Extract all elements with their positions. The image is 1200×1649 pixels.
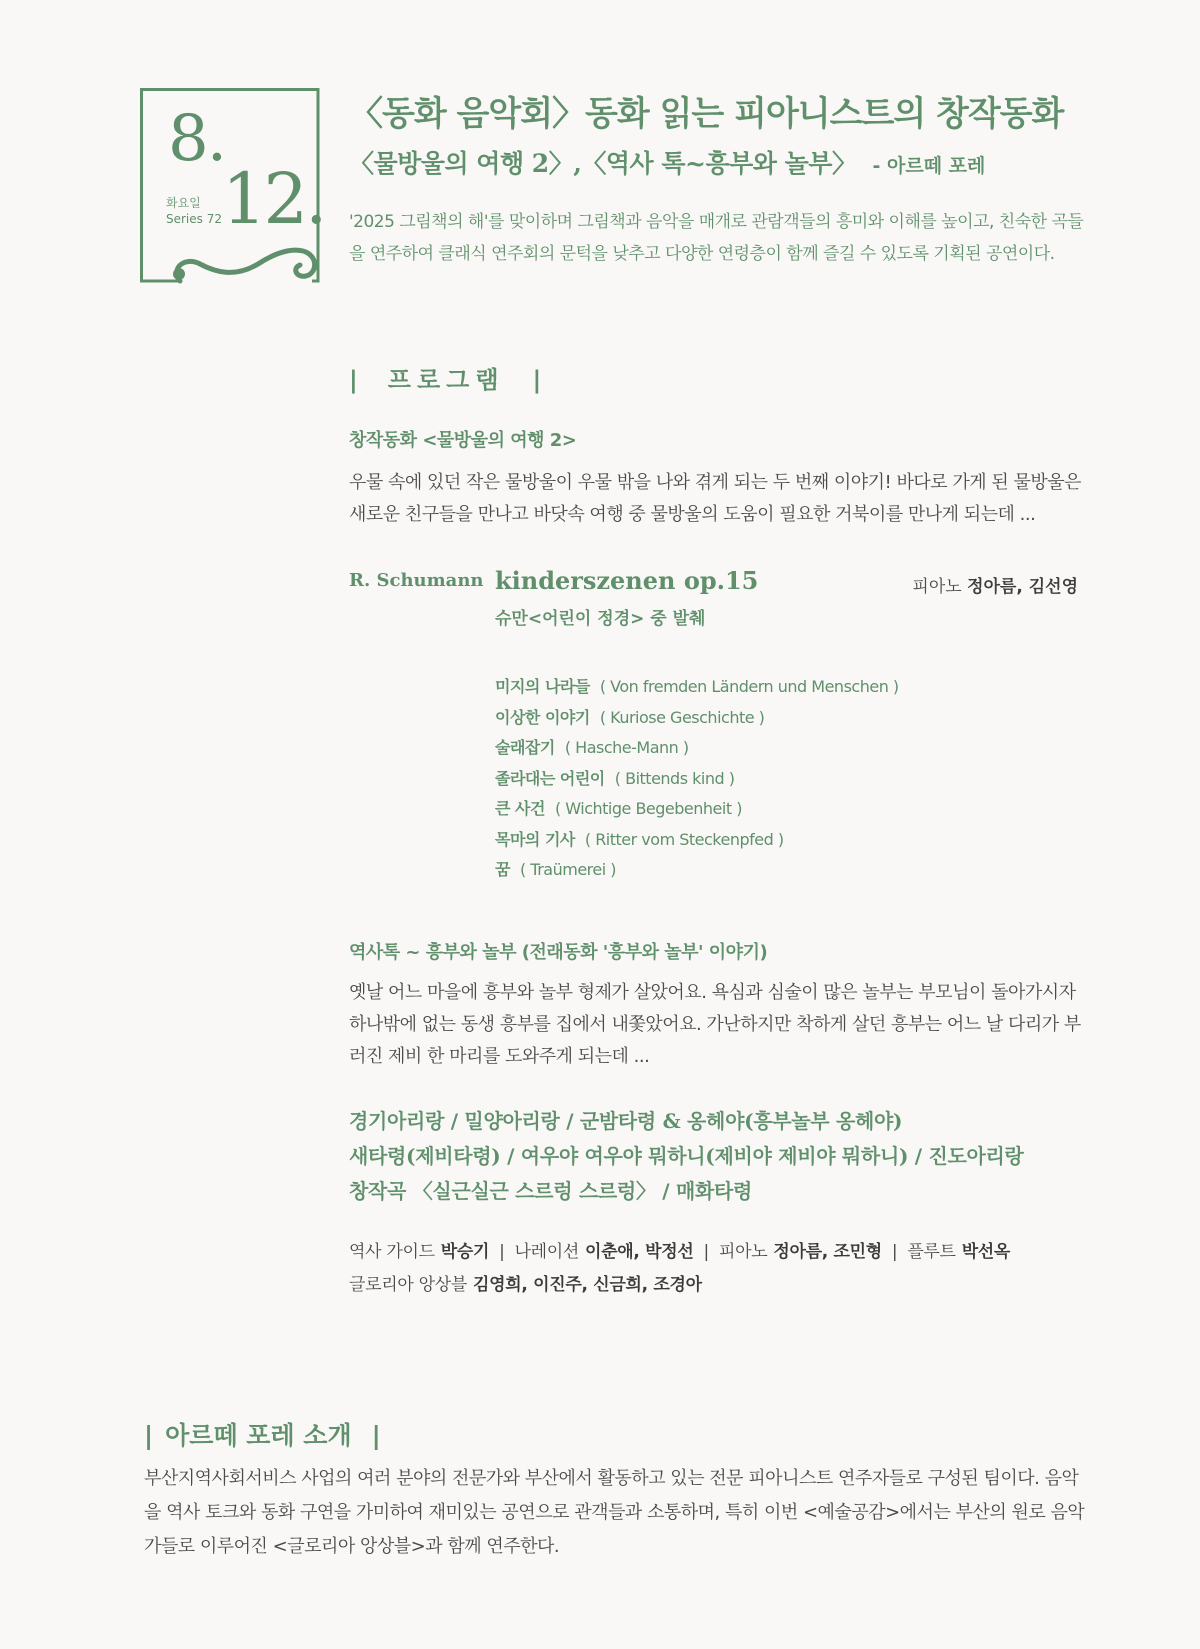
about-text: 부산지역사회서비스 사업의 여러 분야의 전문가와 부산에서 활동하고 있는 전문 피아니스트 연주자들로 구성된 팀이다. 음악을 역사 토크와 동화 구연을 가미하여 재미있는 공연으로 관객들과 소통하며, 특히 이번 <예술공감>에서는 부산의 원로 음악가들로 이루어진 <글로리아 앙상블>과 함께 연주한다. (144, 1468, 1085, 1557)
event-performer: - 아르떼 포레 (872, 155, 986, 177)
list-item (495, 764, 899, 795)
piano-label: 피아노 (718, 1242, 768, 1262)
heading-bar-left: | (349, 366, 358, 394)
guide-name: 박승기 (440, 1242, 490, 1262)
movement-original: ( Ritter vom Steckenpfed ) (584, 829, 784, 849)
program-heading-text: 프로그램 (387, 365, 505, 394)
part2-heading: 역사톡 ~ 흥부와 놀부 (전래동화 '흥부와 놀부' 이야기) (349, 942, 768, 963)
movement-original: ( Von fremden Ländern und Menschen ) (599, 677, 899, 696)
movement-korean: 미지의 나라들 (495, 677, 590, 696)
song-list (349, 1104, 1024, 1209)
list-item (495, 733, 899, 764)
part2-description: 옛날 어느 마을에 흥부와 놀부 형제가 살았어요. 욕심과 심술이 많은 놀부는 부모님이 돌아가시자 하나밖에 없는 동생 흥부를 집에서 내쫓았어요. 가난하지만 착하게 살던 흥부는 어느 날 다리가 부러진 제비 한 마리를 도와주게 되는데 ... (349, 982, 1081, 1067)
event-title: 〈동화 음악회〉동화 읽는 피아니스트의 창작동화 (349, 94, 1064, 134)
narration-label: 나레이션 (514, 1242, 580, 1262)
date-weekday: 화요일 (166, 196, 201, 210)
about-heading (144, 1416, 381, 1452)
narration-names: 이춘애, 박정선 (585, 1242, 694, 1262)
event-subtitle-works: 〈물방울의 여행 2〉,〈역사 톡~흥부와 놀부〉 (349, 149, 857, 178)
heading-bar-right: | (371, 1421, 381, 1450)
event-subtitle (349, 144, 985, 180)
work-title-korean: 슈만<어린이 정경> 중 발췌 (495, 609, 706, 629)
credit-separator: | (891, 1242, 898, 1262)
ensemble-label: 글로리아 앙상블 (349, 1275, 467, 1295)
credit-separator: | (703, 1242, 709, 1262)
movement-korean: 졸라대는 어린이 (495, 768, 605, 788)
movement-original: ( Traümerei ) (519, 860, 617, 879)
part1-description: 우물 속에 있던 작은 물방울이 우물 밖을 나와 겪게 되는 두 번째 이야기! 바다로 가게 된 물방울은 새로운 친구들을 만나고 바닷속 여행 중 물방울의 도움이 필요한 거북이를 만나게 되는데 ... (349, 472, 1082, 525)
about-heading-text: 아르떼 포레 소개 (165, 1421, 352, 1450)
ensemble-names: 김영희, 이진주, 신금희, 조경아 (472, 1275, 702, 1295)
list-item (495, 855, 899, 886)
flute-label: 플루트 (907, 1242, 956, 1262)
movement-korean: 목마의 기사 (495, 829, 575, 849)
song-line: 새타령(제비타령) / 여우야 여우야 뭐하니(제비야 제비야 뭐하니) / 진도아리랑 (349, 1144, 1024, 1168)
credit-line (349, 1269, 1010, 1302)
movement-korean: 꿈 (495, 860, 510, 879)
movement-korean: 이상한 이야기 (495, 707, 590, 727)
movement-list (495, 672, 899, 886)
heading-bar-right: | (532, 366, 542, 394)
credit-separator: | (499, 1242, 505, 1262)
credit-line (349, 1236, 1010, 1269)
song-line: 창작곡 〈실근실근 스르렁 스르렁〉 / 매화타령 (349, 1179, 753, 1203)
guide-label: 역사 가이드 (349, 1242, 435, 1262)
piano-credit (912, 572, 1078, 597)
movement-original: ( Wichtige Begebenheit ) (554, 799, 742, 818)
part1-heading: 창작동화 <물방울의 여행 2> (349, 430, 577, 451)
flute-name: 박선옥 (961, 1242, 1011, 1262)
date-badge (140, 88, 325, 286)
list-item (495, 825, 899, 856)
date-day: 12. (222, 158, 325, 240)
performer-credits (349, 1236, 1010, 1302)
piano-label: 피아노 (912, 577, 962, 597)
list-item (495, 672, 899, 703)
movement-original: ( Bittends kind ) (614, 768, 735, 788)
song-line: 경기아리랑 / 밀양아리랑 / 군밤타령 & 옹헤야(흥부놀부 옹헤야) (349, 1109, 903, 1133)
movement-korean: 큰 사건 (495, 799, 545, 818)
event-intro: '2025 그림책의 해'를 맞이하며 그림책과 음악을 매개로 관람객들의 흥미와 이해를 높이고, 친숙한 곡들을 연주하여 클래식 연주회의 문턱을 낮추고 다양한 연령층이 함께 즐길 수 있도록 기획된 공연이다. (349, 212, 1084, 264)
composer-name: R. Schumann (349, 570, 484, 591)
series-number: Series 72 (166, 212, 222, 226)
movement-korean: 술래잡기 (495, 738, 555, 757)
heading-bar-left: | (144, 1421, 154, 1450)
piano-names: 정아름, 조민형 (773, 1242, 882, 1262)
work-title: kinderszenen op.15 (495, 566, 759, 595)
movement-original: ( Hasche-Mann ) (564, 738, 689, 757)
movement-original: ( Kuriose Geschichte ) (599, 707, 765, 727)
list-item (495, 794, 899, 825)
date-month: 8. (168, 102, 226, 176)
piano-names: 정아름, 김선영 (967, 577, 1078, 597)
list-item (495, 703, 899, 734)
program-heading (349, 360, 541, 395)
